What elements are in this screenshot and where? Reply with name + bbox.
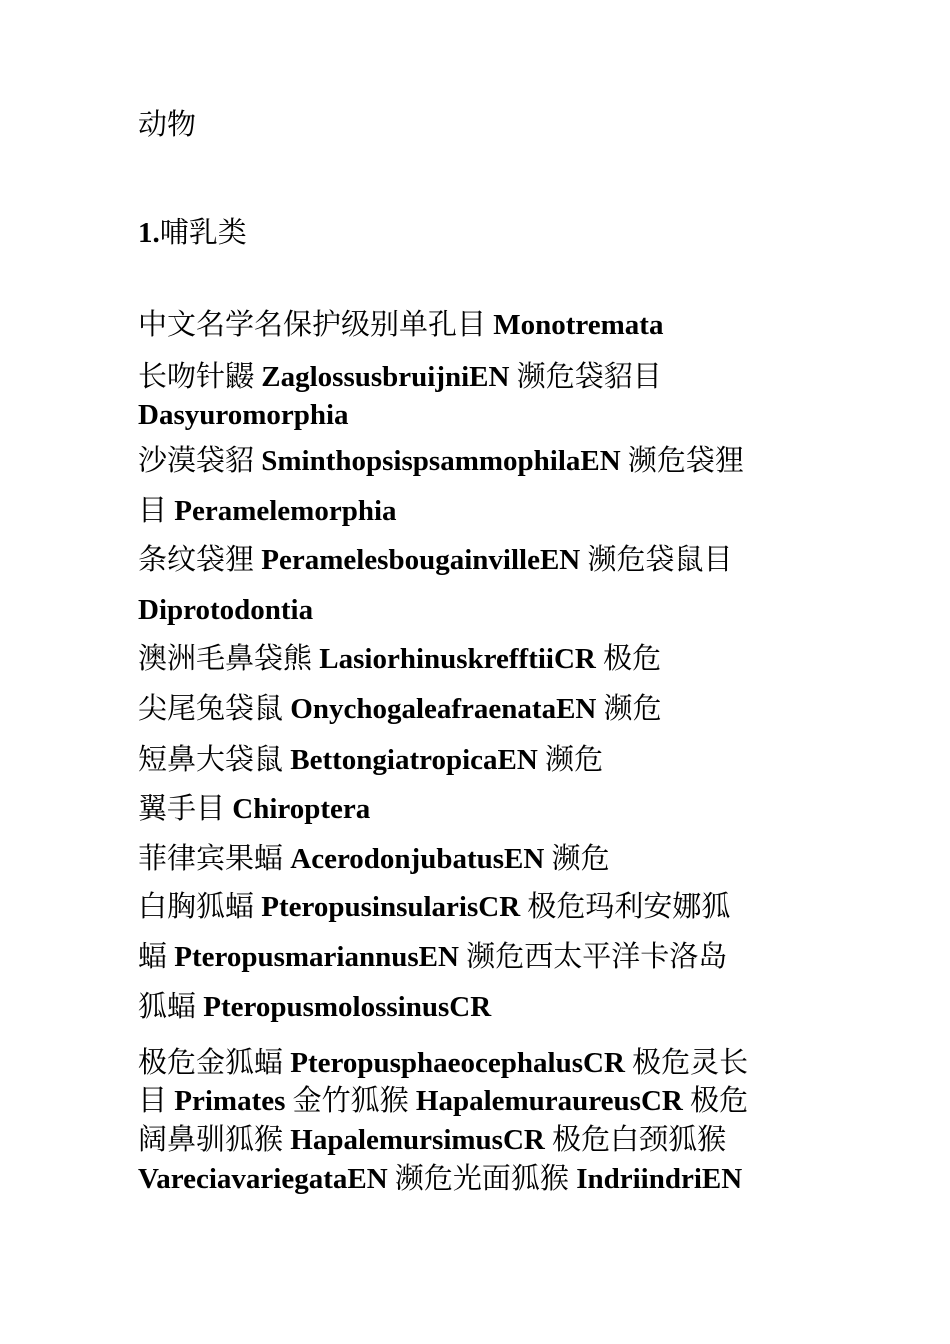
scientific-name: ZaglossusbruijniEN [261, 361, 510, 393]
scientific-name: PteropusmariannusEN [174, 941, 459, 973]
scientific-name: AcerodonjubatusEN [290, 843, 545, 875]
text-line [138, 690, 662, 728]
text-line [138, 396, 349, 434]
text-segment: 濒危西太平洋卡洛岛 [458, 941, 728, 973]
text-segment: 长吻针鼹 [138, 361, 262, 393]
text-segment: 濒危光面狐猴 [387, 1163, 577, 1195]
scientific-name: VareciavariegataEN [138, 1163, 388, 1195]
scientific-name: HapalemuraureusCR [415, 1085, 683, 1117]
text-line [138, 741, 603, 779]
text-segment: 中文名学名保护级别单孔目 [138, 309, 494, 341]
scientific-name: Diprotodontia [138, 594, 314, 626]
text-segment: 尖尾兔袋鼠 [138, 693, 291, 725]
scientific-name: Dasyuromorphia [138, 399, 349, 431]
text-line [138, 591, 313, 629]
text-segment: 目 [138, 495, 175, 527]
text-segment: 菲律宾果蝠 [138, 843, 291, 875]
text-line [138, 492, 397, 530]
text-segment: 蝠 [138, 941, 175, 973]
text-segment: 濒危袋狸 [620, 445, 744, 477]
text-segment: 濒危 [537, 744, 604, 776]
section-name: 哺乳类 [159, 217, 247, 249]
scientific-name: Primates [174, 1085, 286, 1117]
text-line [138, 442, 744, 480]
text-segment: 澳洲毛鼻袋熊 [138, 643, 320, 675]
text-line [138, 1082, 748, 1120]
section-number: 1. [138, 217, 160, 249]
text-line [138, 306, 663, 344]
scientific-name: LasiorhinuskrefftiiCR [319, 643, 596, 675]
scientific-name: HapalemursimusCR [290, 1124, 545, 1156]
text-segment: 濒危袋鼠目 [580, 544, 733, 576]
text-line [138, 938, 727, 976]
text-segment: 阔鼻驯狐猴 [138, 1124, 291, 1156]
text-segment: 极危 [595, 643, 662, 675]
text-line [138, 358, 662, 396]
text-segment: 濒危 [596, 693, 662, 725]
scientific-name: Peramelemorphia [174, 495, 397, 527]
text-segment: 白胸狐蝠 [138, 891, 262, 923]
text-line [138, 888, 730, 926]
text-segment: 极危白颈狐猴 [544, 1124, 727, 1156]
scientific-name: OnychogaleafraenataEN [290, 693, 597, 725]
scientific-name: SminthopsispsammophilaEN [261, 445, 621, 477]
text-segment: 濒危 [544, 843, 610, 875]
text-segment: 短鼻大袋鼠 [138, 744, 291, 776]
text-line [138, 840, 610, 878]
text-segment: 极危玛利安娜狐 [520, 891, 731, 923]
scientific-name: PeramelesbougainvilleEN [261, 544, 581, 576]
text-segment: 濒危袋貂目 [509, 361, 662, 393]
text-line [138, 640, 661, 678]
text-segment: 条纹袋狸 [138, 544, 262, 576]
scientific-name: PteropusphaeocephalusCR [290, 1047, 625, 1079]
text-line [138, 1121, 726, 1159]
section-heading [138, 214, 247, 252]
scientific-name: PteropusinsularisCR [261, 891, 521, 923]
text-line [138, 1044, 748, 1082]
document-title: 动物 [138, 109, 197, 141]
text-segment: 极危金狐蝠 [138, 1047, 291, 1079]
text-line [138, 988, 491, 1026]
text-line [138, 1160, 742, 1198]
text-segment: 目 [138, 1085, 175, 1117]
scientific-name: Chiroptera [232, 793, 371, 825]
scientific-name: PteropusmolossinusCR [203, 991, 492, 1023]
scientific-name: IndriindriEN [576, 1163, 743, 1195]
text-segment: 沙漠袋貂 [138, 445, 262, 477]
scientific-name: BettongiatropicaEN [290, 744, 538, 776]
text-line [138, 541, 733, 579]
text-segment: 极危灵长 [624, 1047, 749, 1079]
text-segment: 狐蝠 [138, 991, 204, 1023]
text-line [138, 790, 370, 828]
text-segment: 金竹狐猴 [285, 1085, 416, 1117]
text-segment: 翼手目 [138, 793, 233, 825]
text-segment: 极危 [682, 1085, 749, 1117]
scientific-name: Monotremata [493, 309, 664, 341]
